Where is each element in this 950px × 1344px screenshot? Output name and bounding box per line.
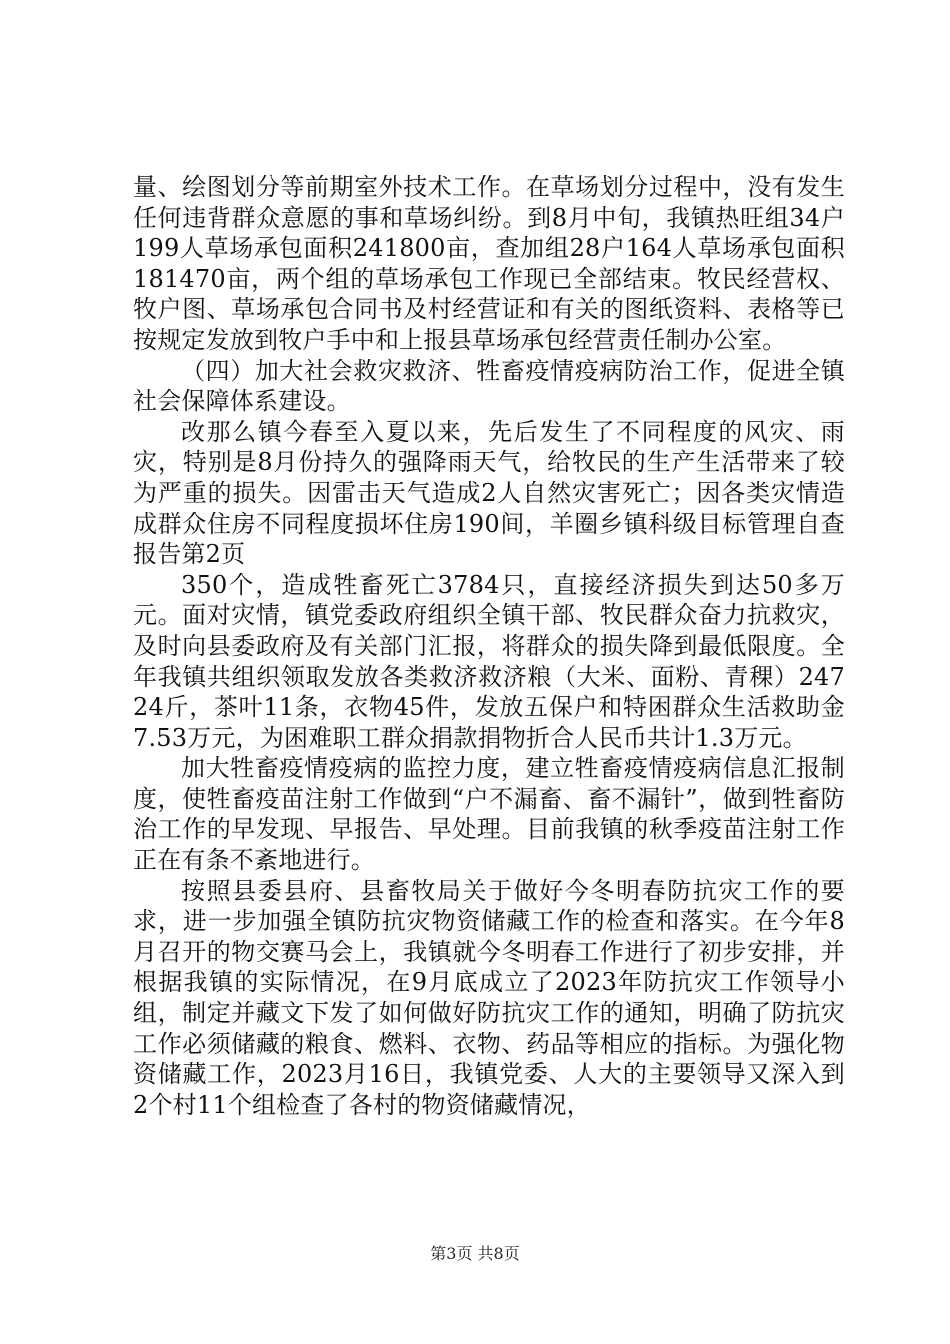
paragraph-3: 改那么镇今春至入夏以来，先后发生了不同程度的风灾、雨灾，特别是8月份持久的强降雨天气，给牧民的生产生活带来了较为严重的损失。因雷击天气造成2人自然灾害死亡；因各类灾情造成群众住房不同程度损坏住房190间，羊圈乡镇科级目标管理自查报告第2页 [133,417,845,569]
paragraph-5: 加大牲畜疫情疫病的监控力度，建立牲畜疫情疫病信息汇报制度，使牲畜疫苗注射工作做到“户不漏畜、畜不漏针”，做到牲畜防治工作的早发现、早报告、早处理。目前我镇的秋季疫苗注射工作正在有条不紊地进行。 [133,754,845,875]
paragraph-6: 按照县委县府、县畜牧局关于做好今冬明春防抗灾工作的要求，进一步加强全镇防抗灾物资储藏工作的检查和落实。在今年8月召开的物交赛马会上，我镇就今冬明春工作进行了初步安排，并根据我镇的实际情况，在9月底成立了2023年防抗灾工作领导小组，制定并藏文下发了如何做好防抗灾工作的通知，明确了防抗灾工作必须储藏的粮食、燃料、衣物、药品等相应的指标。为强化物资储藏工作，2023月16日，我镇党委、人大的主要领导又深入到2个村11个组检查了各村的物资储藏情况， [133,876,845,1119]
paragraph-4: 350个，造成牲畜死亡3784只，直接经济损失到达50多万元。面对灾情，镇党委政府组织全镇干部、牧民群众奋力抗救灾，及时向县委政府及有关部门汇报，将群众的损失降到最低限度。全年我镇共组织领取发放各类救济救济粮（大米、面粉、青稞）24724斤，茶叶11条，衣物45件，发放五保户和特困群众生活救助金7.53万元，为困难职工群众捐款捐物折合人民币共计1.3万元。 [133,570,845,752]
paragraph-1: 量、绘图划分等前期室外技术工作。在草场划分过程中，没有发生任何违背群众意愿的事和草场纠纷。到8月中旬，我镇热旺组34户199人草场承包面积241800亩，查加组28户164人草场承包面积181470亩，两个组的草场承包工作现已全部结束。牧民经营权、牧户图、草场承包合同书及村经营证和有关的图纸资料、表格等已按规定发放到牧户手中和上报县草场承包经营责任制办公室。 [133,173,845,354]
paragraph-2: （四）加大社会救灾救济、牲畜疫情疫病防治工作，促进全镇社会保障体系建设。 [133,356,845,416]
page-footer: 第3页 共8页 [430,1244,520,1263]
document-body [133,172,845,1120]
